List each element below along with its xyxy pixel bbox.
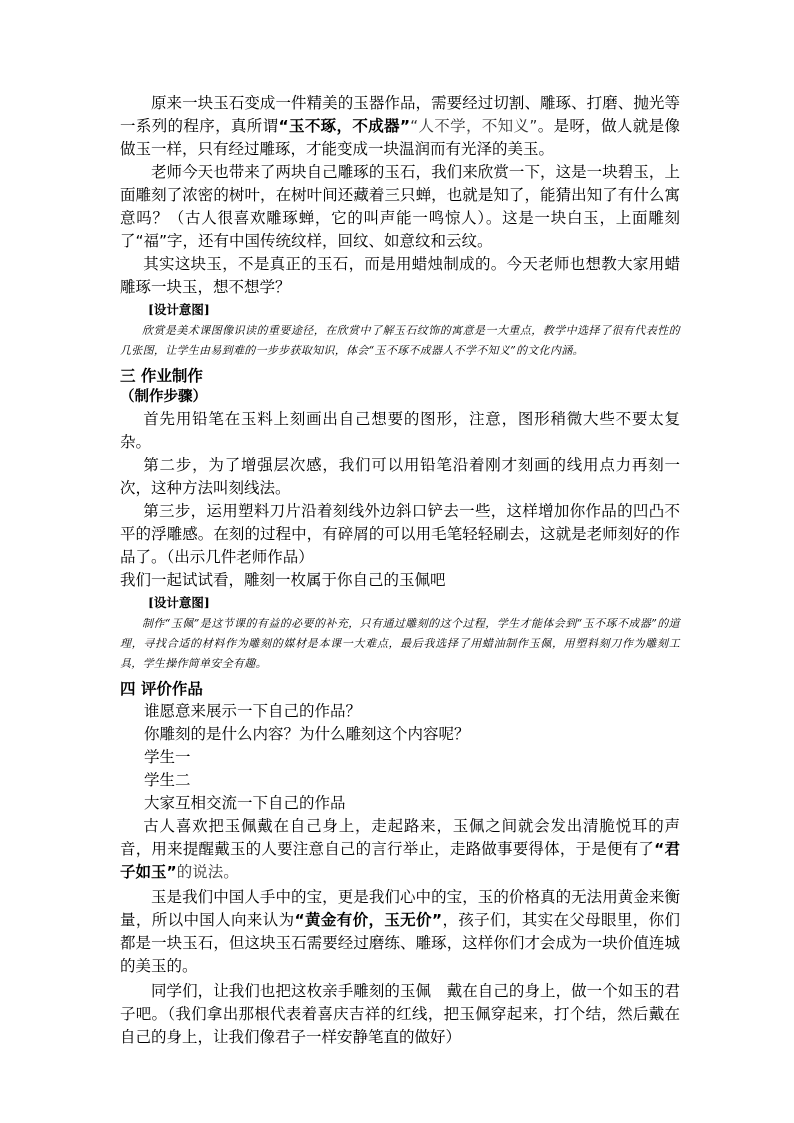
steps-heading: （制作步骤）: [120, 389, 207, 405]
paragraph-gentleman-jade: [120, 815, 680, 884]
question-line: 谁愿意来展示一下自己的作品？: [144, 702, 362, 720]
section-heading-homework: 三 作业制作: [120, 367, 203, 385]
quote-gentleman-jade: “君子如玉”: [120, 840, 680, 881]
text-run: 古人喜欢把玉佩戴在自己身上，走起路来，玉佩之间就会发出清脆悦耳的声音，用来提醒戴玉的人要注意自己的言行举止，走路做事要得体，于是便有了: [120, 817, 680, 858]
try-it-line: 我们一起试试看，雕刻一枚属于你自己的玉佩吧: [120, 571, 446, 589]
paragraph-jade-process: [120, 92, 680, 161]
step-one: 首先用铅笔在玉料上刻画出自己想要的图形，注意，图形稍微大些不要太复杂。: [120, 410, 680, 451]
paragraph-jade-value: [120, 886, 680, 978]
paragraph-closing: 同学们，让我们也把这枚亲手雕刻的玉佩 戴在自己的身上，做一个如玉的君子吧。（我们拿出那根代表着喜庆吉祥的红线，把玉佩穿起来，打个结，然后戴在自己的身上，让我们像君子一样安静笔直的做好）: [120, 982, 680, 1046]
student-line: 学生二: [144, 771, 191, 789]
paragraph-teacher-jade: 老师今天也带来了两块自己雕琢的玉石，我们来欣赏一下，这是一块碧玉，上面雕刻了浓密的树叶，在树叶间还藏着三只蝉，也就是知了，能猜出知了有什么寓意吗？（古人很喜欢雕琢蝉，它的叫声能一鸣惊人）。这是一块白玉，上面雕刻了“福”字，还有中国传统纹样，回纹、如意纹和云纹。: [120, 163, 680, 250]
text-run: 原来一块玉石变成一件精美的玉器作品，需要经过切割、雕琢、打磨、抛光等一系列的程序，真所谓: [120, 94, 680, 135]
text-run: 。是呀，做人就是像做玉一样，只有经过雕琢，才能变成一块温润而有光泽的美玉。: [120, 117, 680, 158]
step-two: 第二步，为了增强层次感，我们可以用铅笔沿着刚才刻画的线用点力再刻一次，这种方法叫刻线法。: [120, 456, 680, 497]
text-run: 的说法。: [176, 863, 239, 881]
paragraph-wax-jade: 其实这块玉，不是真正的玉石，而是用蜡烛制成的。今天老师也想教大家用蜡雕琢一块玉，想不想学？: [120, 255, 680, 296]
design-intent-title: [设计意图]: [148, 302, 210, 317]
design-intent-note: 制作“玉佩”是这节课的有益的必要的补充，只有通过雕刻的这个过程，学生才能体会到“玉不琢不成器”的道理，寻找合适的材料作为雕刻的媒材是本课一大难点，最后我选择了用蜡油制作玉佩，用塑料刻刀作为雕刻工具，学生操作简单安全有趣。: [120, 617, 680, 670]
quote-learning-proverb: “人不学，不知义”: [410, 117, 538, 135]
document-page: [120, 92, 680, 1049]
section-heading-evaluation: 四 评价作品: [120, 680, 203, 698]
student-line: 学生一: [144, 748, 191, 766]
exchange-line: 大家互相交流一下自己的作品: [144, 794, 346, 812]
text-run: 玉是我们中国人手中的宝，更是我们心中的宝，玉的价格真的无法用黄金来衡量，所以中国人向来认为: [120, 888, 680, 929]
text-run: ，孩子们，其实在父母眼里，你们都是一块玉石，但这块玉石需要经过磨练、雕琢，这样你们才会成为一块价值连城的美玉的。: [120, 911, 680, 975]
question-line: 你雕刻的是什么内容？为什么雕刻这个内容呢？: [144, 725, 470, 743]
quote-gold-jade: “黄金有价，玉无价”: [294, 911, 443, 929]
design-intent-note: 欣赏是美术课图像识读的重要途径，在欣赏中了解玉石纹饰的寓意是一大重点，教学中选择了很有代表性的几张图，让学生由易到难的一步步获取知识，体会“玉不琢不成器人不学不知义”的文化内涵。: [120, 324, 680, 357]
design-intent-title: [设计意图]: [148, 595, 210, 610]
step-three: 第三步，运用塑料刀片沿着刻线外边斜口铲去一些，这样增加你作品的凹凸不平的浮雕感。在刻的过程中，有碎屑的可以用毛笔轻轻刷去，这就是老师刻好的作品了。（出示几件老师作品）: [120, 502, 680, 566]
quote-jade-proverb: “玉不琢，不成器”: [278, 117, 411, 135]
